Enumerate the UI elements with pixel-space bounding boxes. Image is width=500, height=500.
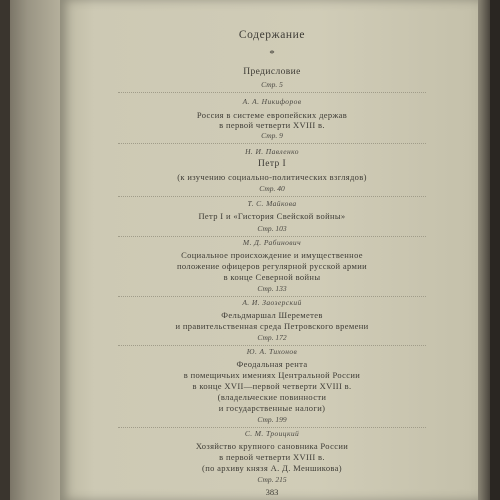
entry-page: Стр. 40: [259, 184, 285, 193]
entry-author: Ю. А. Тихонов: [246, 347, 298, 356]
entry-page: Стр. 199: [257, 415, 287, 424]
book-binding: [0, 0, 10, 500]
divider: [118, 92, 426, 93]
entry-title-line: Хозяйство крупного сановника России: [195, 441, 349, 451]
book-gutter: [0, 0, 62, 500]
entry-author: Т. С. Майкова: [247, 199, 297, 208]
entry-title-line: в конце XVII—первой четверти XVIII в.: [192, 381, 352, 391]
preface-title: Предисловие: [243, 67, 301, 77]
page-number: 383: [265, 487, 279, 497]
entry-title-line: Социальное происхождение и имущественное: [181, 250, 363, 260]
preface-page: Стр. 5: [261, 80, 283, 89]
divider: [118, 143, 426, 144]
entry-title-line: в конце Северной войны: [223, 272, 321, 282]
entry-title-line: положение офицеров регулярной русской армии: [177, 261, 367, 271]
entry-author: А. И. Заозерский: [242, 298, 302, 307]
divider: [118, 345, 426, 346]
divider: [118, 296, 426, 297]
entry-page: Стр. 133: [257, 284, 287, 293]
divider: [118, 196, 426, 197]
entry-title-line: Петр I и «Гистория Свейской войны»: [198, 211, 346, 221]
entry-title-line: и государственные налоги): [218, 403, 326, 413]
entry-title-line: (к изучению социально-политических взглядов): [177, 172, 367, 182]
entry-title-line: и правительственная среда Петровского времени: [175, 321, 369, 331]
entry-title-line: в помещичьих имениях Центральной России: [183, 370, 361, 380]
entry-author: М. Д. Рабинович: [242, 238, 302, 247]
divider: [118, 236, 426, 237]
toc-heading: Содержание: [238, 29, 306, 41]
table-of-contents: [102, 0, 442, 500]
page-edge: [478, 0, 490, 500]
entry-page: Стр. 103: [257, 224, 287, 233]
entry-title-line: Петр I: [257, 159, 287, 169]
entry-page: Стр. 9: [261, 131, 283, 140]
entry-title-line: Россия в системе европейских держав: [196, 110, 348, 120]
entry-title-line: в первой четверти XVIII в.: [219, 120, 325, 130]
divider: [118, 427, 426, 428]
entry-author: С. М. Троицкий: [244, 429, 300, 438]
star-ornament: *: [269, 48, 275, 60]
entry-page: Стр. 172: [257, 333, 287, 342]
entry-title-line: Фельдмаршал Шереметев: [221, 310, 323, 320]
entry-title-line: (по архиву князя А. Д. Меншикова): [202, 463, 342, 473]
entry-page: Стр. 215: [257, 475, 287, 484]
entry-author: Н. И. Павленко: [245, 147, 299, 156]
entry-title-line: (владельческие повинности: [217, 392, 327, 402]
entry-author: А. А. Никифоров: [242, 97, 302, 106]
entry-title-line: в первой четверти XVIII в.: [219, 452, 325, 462]
entry-title-line: Феодальная рента: [236, 359, 308, 369]
